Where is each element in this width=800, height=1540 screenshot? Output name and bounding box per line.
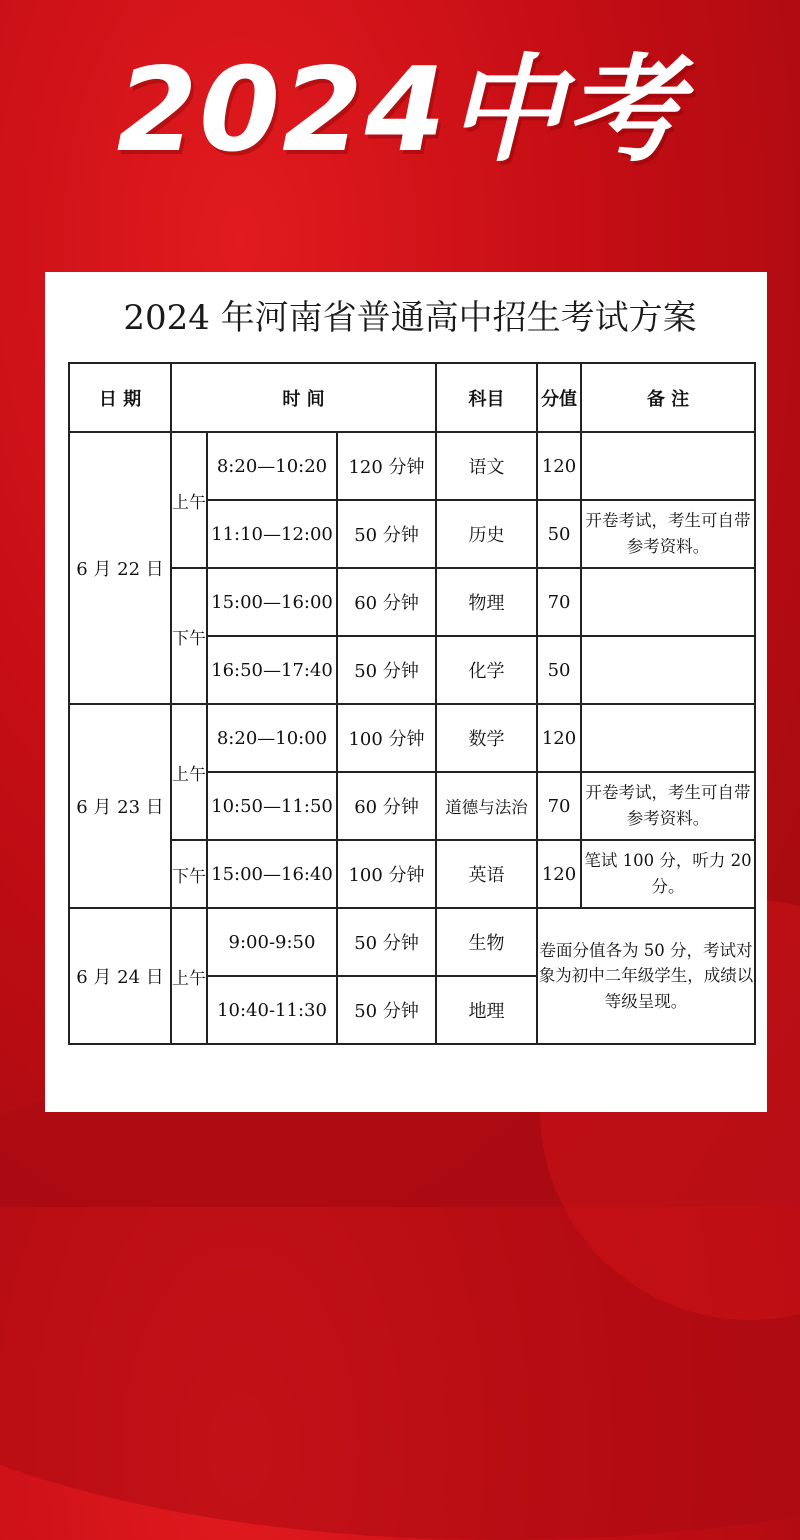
subject-cell: 地理 xyxy=(436,976,537,1044)
duration-cell: 120 分钟 xyxy=(337,432,436,500)
note-cell xyxy=(581,704,755,772)
subject-cell: 生物 xyxy=(436,908,537,976)
subject-cell: 历史 xyxy=(436,500,537,568)
period-cell: 上午 xyxy=(171,432,207,568)
exam-schedule-table xyxy=(68,362,756,1045)
period-cell: 下午 xyxy=(171,840,207,908)
time-cell: 15:00—16:00 xyxy=(207,568,337,636)
table-row xyxy=(69,908,755,976)
header-date: 日 期 xyxy=(69,363,171,432)
score-cell: 120 xyxy=(537,432,581,500)
time-cell: 16:50—17:40 xyxy=(207,636,337,704)
score-cell: 120 xyxy=(537,704,581,772)
time-cell: 15:00—16:40 xyxy=(207,840,337,908)
period-cell: 上午 xyxy=(171,908,207,1044)
duration-cell: 50 分钟 xyxy=(337,908,436,976)
time-cell: 11:10—12:00 xyxy=(207,500,337,568)
note-cell xyxy=(581,568,755,636)
header-time: 时 间 xyxy=(171,363,436,432)
score-cell: 70 xyxy=(537,772,581,840)
score-cell: 50 xyxy=(537,500,581,568)
header-subject: 科目 xyxy=(436,363,537,432)
duration-cell: 50 分钟 xyxy=(337,500,436,568)
table-row xyxy=(69,568,755,636)
time-cell: 10:40-11:30 xyxy=(207,976,337,1044)
subject-cell: 化学 xyxy=(436,636,537,704)
header-note: 备 注 xyxy=(581,363,755,432)
note-cell: 卷面分值各为 50 分，考试对象为初中二年级学生，成绩以等级呈现。 xyxy=(537,908,755,1044)
note-cell xyxy=(581,432,755,500)
note-cell: 开卷考试，考生可自带参考资料。 xyxy=(581,772,755,840)
table-row xyxy=(69,432,755,500)
duration-cell: 50 分钟 xyxy=(337,976,436,1044)
table-row xyxy=(69,840,755,908)
period-cell: 下午 xyxy=(171,568,207,704)
time-cell: 8:20—10:20 xyxy=(207,432,337,500)
subject-cell: 道德与法治 xyxy=(436,772,537,840)
score-cell: 120 xyxy=(537,840,581,908)
date-cell: 6 月 23 日 xyxy=(69,704,171,908)
banner-title: 2024中考 xyxy=(116,42,684,178)
note-cell: 笔试 100 分，听力 20 分。 xyxy=(581,840,755,908)
duration-cell: 50 分钟 xyxy=(337,636,436,704)
subject-cell: 英语 xyxy=(436,840,537,908)
subject-cell: 语文 xyxy=(436,432,537,500)
duration-cell: 100 分钟 xyxy=(337,840,436,908)
time-cell: 8:20—10:00 xyxy=(207,704,337,772)
period-cell: 上午 xyxy=(171,704,207,840)
date-cell: 6 月 22 日 xyxy=(69,432,171,704)
date-cell: 6 月 24 日 xyxy=(69,908,171,1044)
time-cell: 9:00-9:50 xyxy=(207,908,337,976)
subject-cell: 数学 xyxy=(436,704,537,772)
duration-cell: 60 分钟 xyxy=(337,568,436,636)
duration-cell: 100 分钟 xyxy=(337,704,436,772)
header-score: 分值 xyxy=(537,363,581,432)
table-row xyxy=(69,704,755,772)
note-cell xyxy=(581,636,755,704)
document-title: 2024 年河南省普通高中招生考试方案 xyxy=(123,298,697,338)
subject-cell: 物理 xyxy=(436,568,537,636)
note-cell: 开卷考试，考生可自带参考资料。 xyxy=(581,500,755,568)
duration-cell: 60 分钟 xyxy=(337,772,436,840)
score-cell: 50 xyxy=(537,636,581,704)
time-cell: 10:50—11:50 xyxy=(207,772,337,840)
table-header-row xyxy=(69,363,755,432)
score-cell: 70 xyxy=(537,568,581,636)
